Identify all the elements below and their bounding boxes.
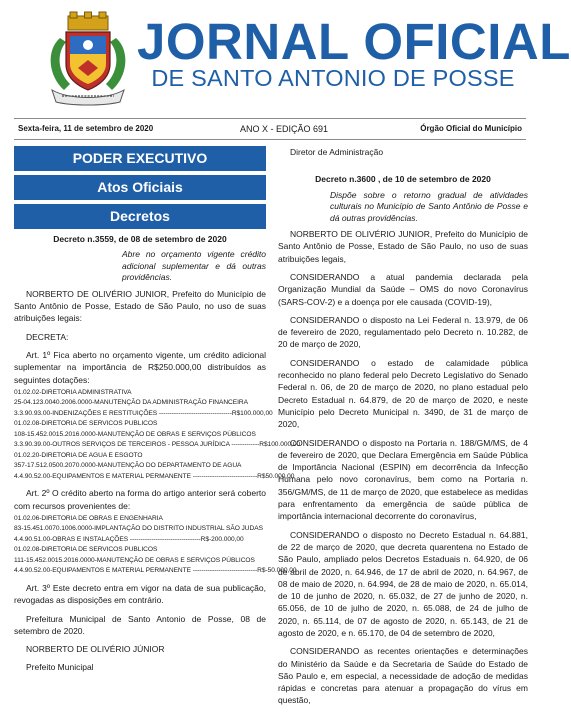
decree-paragraph: CONSIDERANDO o disposto na Lei Federal n. 13.979, de 06 de fevereiro de 2020, regulamentado pelo Decreto n. 10.282, de 20 de março de 2020, bbox=[278, 314, 528, 350]
right-column bbox=[278, 146, 528, 713]
decree-ementa: Abre no orçamento vigente crédito adicional suplementar e dá outras providências. bbox=[122, 249, 266, 283]
masthead bbox=[0, 0, 571, 110]
continued-role: Diretor de Administração bbox=[290, 147, 384, 157]
edition-organ: Órgão Oficial do Município bbox=[420, 124, 522, 133]
decree-paragraph: NORBERTO DE OLIVÉRIO JUNIOR, Prefeito do Município de Santo Antônio de Posse, Estado de São Paulo, no uso de suas atribuições legais, bbox=[278, 229, 528, 264]
signer-role: Prefeito Municipal bbox=[26, 662, 94, 673]
budget-line: 108-15.452.0015.2016.0000-MANUTENÇÃO DE OBRAS E SERVIÇOS PÚBLICOS bbox=[14, 430, 256, 438]
category-heading: Decretos bbox=[14, 204, 266, 229]
decreta-label: DECRETA: bbox=[26, 331, 69, 342]
decree-paragraph: CONSIDERANDO a atual pandemia declarada pela Organização Mundial da Saúde – OMS do novo Coronavírus (SARS-COV-2) e a doença por ele causada (COVID-19), bbox=[278, 271, 528, 307]
budget-line: 01.02.08-DIRETORIA DE SERVICOS PUBLICOS bbox=[14, 546, 158, 554]
decree-paragraph: CONSIDERANDO o estado de calamidade pública reconhecido no plano federal pelo Decreto Legislativo do Senado Federal n. 06, de 20 de março de 2020, no plano estadual pelo Decreto Estadual n. 64.879, de 20 de março de 2020, e neste Município pelo Decreto Municipal n. 3490, de 31 de março de 2020, bbox=[278, 357, 528, 430]
signer-name: NORBERTO DE OLIVÉRIO JÚNIOR bbox=[26, 644, 165, 655]
budget-allocations bbox=[14, 388, 301, 483]
decree-title: Decreto n.3559, de 08 de setembro de 2020 bbox=[53, 234, 227, 244]
decree-paragraph: CONSIDERANDO o disposto no Decreto Estadual n. 64.881, de 22 de março de 2020, que decreta quarentena no Estado de São Paulo, ampliado pelos Decretos Estaduais n. 64.920, de 06 de abril de 2020, n. 64.946, de 17 de abril de 2020, n. 64.967, de 08 de maio de 2020, n. 64.994, de 28 de maio de 2020, n. 65.014, de 10 de junho de 2020, n. 65.032, de 27 de junho de 2020, n. 65.056, de 10 de julho de 2020, n. 65.088, de 24 de julho de 2020, n. 65.114, de 07 de agosto de 2020, n. 65.143, de 21 de agosto de 2020, e n. 65.170, de 04 de setembro de 2020, bbox=[278, 529, 528, 638]
place-date: Prefeitura Municipal de Santo Antonio de Posse, 08 de setembro de 2020. bbox=[14, 613, 266, 636]
budget-line: 111-15.452.0015.2016.0000-MANUTENÇÃO DE OBRAS E SERVIÇOS PÚBLICOS bbox=[14, 556, 255, 564]
budget-line: 25-04.123.0040.2006.0000-MANUTENÇÃO DA ADMINISTRAÇÃO FINANCEIRA bbox=[14, 399, 248, 407]
section-heading: PODER EXECUTIVO bbox=[14, 146, 266, 171]
budget-line: 01.02.06-DIRETORIA DE OBRAS E ENGENHARIA bbox=[14, 514, 163, 522]
decree-paragraph: CONSIDERANDO as recentes orientações e determinações do Ministério da Saúde e da Secretaria de Saúde do Estado de São Paulo e, em especial, a necessidade de adoção de medidas rápidas e concretas para atenuar a propagação do vírus em questão, bbox=[278, 646, 528, 706]
budget-sources bbox=[14, 514, 297, 577]
article-1: Art. 1º Fica aberto no orçamento vigente, um crédito adicional suplementar na importância de R$250.000,00 distribuídos as seguintes dotações: bbox=[14, 349, 266, 385]
left-column bbox=[14, 146, 301, 680]
budget-line: 4.4.90.52.00-EQUIPAMENTOS E MATERIAL PERMANENTE ------------------------------R$50.000,00 bbox=[14, 472, 295, 480]
budget-line: 4.4.90.52.00-EQUIPAMENTOS E MATERIAL PERMANENTE ------------------------------R$-50.000,00 bbox=[14, 567, 297, 575]
decree-title: Decreto n.3600 , de 10 de setembro de 2020 bbox=[315, 174, 491, 185]
budget-line: 3.3.90.39.00-OUTROS SERVIÇOS DE TERCEIROS - PESSOA JURÍDICA -------------R$100.000,00 bbox=[14, 441, 301, 449]
masthead-subtitle: DE SANTO ANTONIO DE POSSE bbox=[151, 65, 515, 91]
budget-line: 01.02.08-DIRETORIA DE SERVICOS PUBLICOS bbox=[14, 420, 158, 428]
masthead-title: JORNAL OFICIAL bbox=[137, 13, 571, 70]
budget-line: 83-15.451.0070.1006.0000-IMPLANTAÇÃO DO DISTRITO INDUSTRIAL SÃO JUDAS bbox=[14, 525, 263, 533]
decree-ementa: Dispõe sobre o retorno gradual de atividades culturais no Município de Santo Antônio de Posse e dá outras providências. bbox=[330, 189, 528, 223]
decree-paragraph: CONSIDERANDO o disposto na Portaria n. 188/GM/MS, de 4 de fevereiro de 2020, que Declara Emergência em Saúde Pública de Importância Nacional (ESPIN) em decorrência da Infecção Humana pelo novo coronavírus, bem como na Portaria n. 356/GM/MS, de 11 de março de 2020, que estabelece as medidas para enfrentamento da emergência de saúde pública de importância internacional decorrente do coronavírus, bbox=[278, 437, 528, 522]
budget-line: 357-17.512.0500.2070.0000-MANUTENÇÃO DO DEPARTAMENTO DE AGUA bbox=[14, 462, 242, 470]
article-3: Art. 3º Este decreto entra em vigor na data de sua publicação, revogadas as disposições em contrário. bbox=[14, 582, 266, 606]
edition-date: Sexta-feira, 11 de setembro de 2020 bbox=[18, 124, 154, 133]
municipal-coat-of-arms-icon bbox=[40, 10, 136, 106]
article-2: Art. 2º O crédito aberto na forma do artigo anterior será coberto com recursos provenientes de: bbox=[14, 488, 266, 511]
edition-bar bbox=[14, 118, 526, 140]
budget-line: 01.02.02-DIRETORIA ADMINISTRATIVA bbox=[14, 388, 132, 396]
budget-line: 4.4.90.51.00-OBRAS E INSTALAÇÕES ---------------------------------R$-200.000,00 bbox=[14, 535, 244, 543]
edition-number: ANO X - EDIÇÃO 691 bbox=[240, 124, 329, 134]
decree-intro: NORBERTO DE OLIVÉRIO JUNIOR, Prefeito do Município de Santo Antônio de Posse, Estado de São Paulo, no uso de suas atribuições legais: bbox=[14, 288, 266, 324]
budget-line: 3.3.90.93.00-INDENIZAÇÕES E RESTITUIÇÕES ----------------------------------R$100.000,00 bbox=[14, 409, 273, 417]
subsection-heading: Atos Oficiais bbox=[14, 175, 266, 200]
budget-line: 01.02.20-DIRETORIA DE AGUA E ESGOTO bbox=[14, 451, 143, 459]
